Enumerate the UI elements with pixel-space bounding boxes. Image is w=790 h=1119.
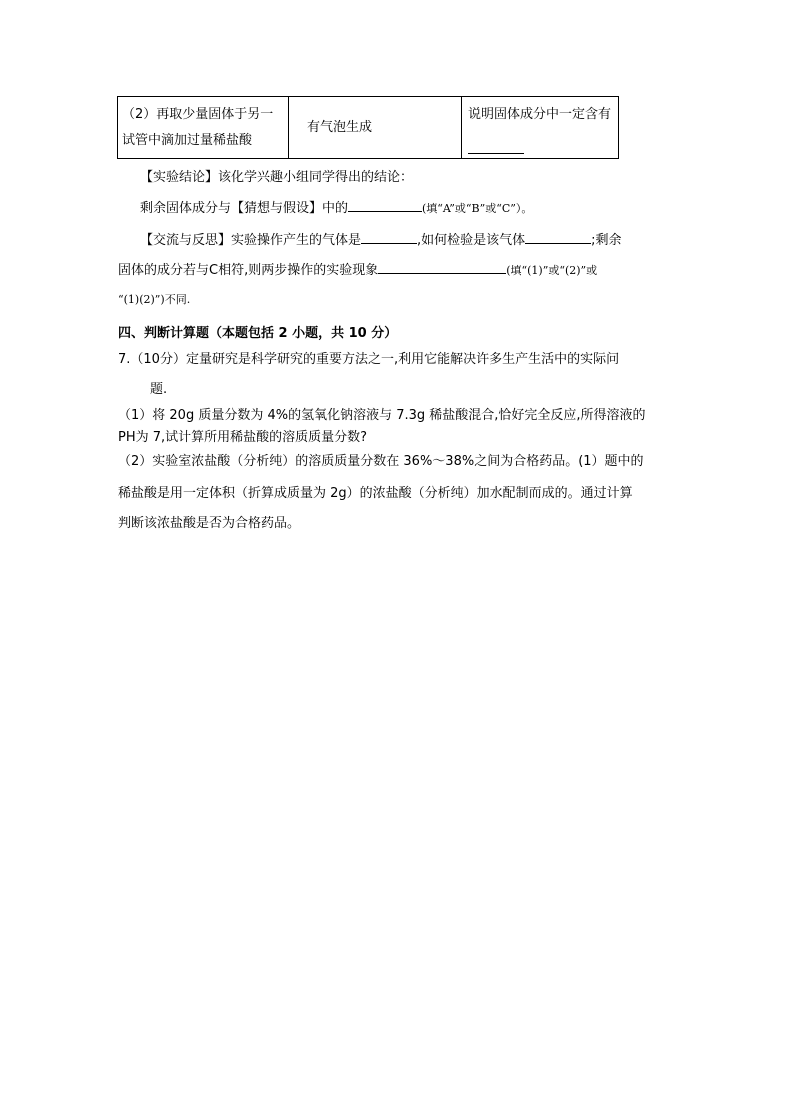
answer-blank[interactable] xyxy=(348,198,422,212)
answer-blank[interactable] xyxy=(525,230,591,244)
question-7-line-1: 7.（10分）定量研究是科学研究的重要方法之一,利用它能解决许多生产生活中的实际问 xyxy=(118,352,620,367)
conclusion-sentence xyxy=(140,198,532,219)
conclusion-cell xyxy=(462,97,619,159)
conclusion-heading: 【实验结论】该化学兴趣小组同学得出的结论： xyxy=(140,170,414,185)
experiment-table xyxy=(117,96,619,159)
reflection-part-1: 【交流与反思】实验操作产生的气体是 xyxy=(140,233,362,248)
step-line-1: （2）再取少量固体于另一 xyxy=(122,106,274,122)
reflection-line-1 xyxy=(140,230,622,251)
conclusion-text-before: 剩余固体成分与【猜想与假设】中的 xyxy=(140,201,349,216)
reflection-line-2 xyxy=(118,260,597,281)
step-cell xyxy=(118,97,289,159)
reflection-line-3: “(1)(2)”)不同. xyxy=(118,293,191,306)
answer-blank[interactable] xyxy=(468,139,524,154)
question-7-line-2: 题. xyxy=(150,382,168,397)
sub-question-2-line-3: 判断该浓盐酸是否为合格药品。 xyxy=(118,516,301,531)
reflection-line2-part-1: 固体的成分若与C相符,则两步操作的实验现象 xyxy=(118,263,379,278)
table-row xyxy=(118,97,619,159)
sub-question-2-line-1: （2）实验室浓盐酸（分析纯）的溶质质量分数在 36%～38%之间为合格药品。(1）题中的 xyxy=(118,454,644,469)
section-heading: 四、判断计算题（本题包括 2 小题，共 10 分） xyxy=(118,326,398,341)
reflection-part-3: ;剩余 xyxy=(591,233,622,248)
reflection-part-2: ,如何检验是该气体 xyxy=(417,233,526,248)
reflection-line2-part-2: (填“(1)”或“(2)”或 xyxy=(506,264,598,277)
sub-question-1-line-1: （1）将 20g 质量分数为 4%的氢氧化钠溶液与 7.3g 稀盐酸混合,恰好完全反应,所得溶液的 xyxy=(118,408,646,423)
step-line-2: 试管中滴加过量稀盐酸 xyxy=(122,132,253,148)
phenomenon-cell: 有气泡生成 xyxy=(289,97,462,159)
conclusion-text: 说明固体成分中一定含有 xyxy=(468,106,612,122)
answer-blank[interactable] xyxy=(361,230,417,244)
sub-question-1-line-2: PH为 7,试计算所用稀盐酸的溶质质量分数? xyxy=(118,430,368,445)
answer-blank[interactable] xyxy=(378,260,506,274)
conclusion-text-after: (填“A”或“B”或“C”）。 xyxy=(422,202,533,215)
sub-question-2-line-2: 稀盐酸是用一定体积（折算成质量为 2g）的浓盐酸（分析纯）加水配制而成的。通过计算 xyxy=(118,486,633,501)
